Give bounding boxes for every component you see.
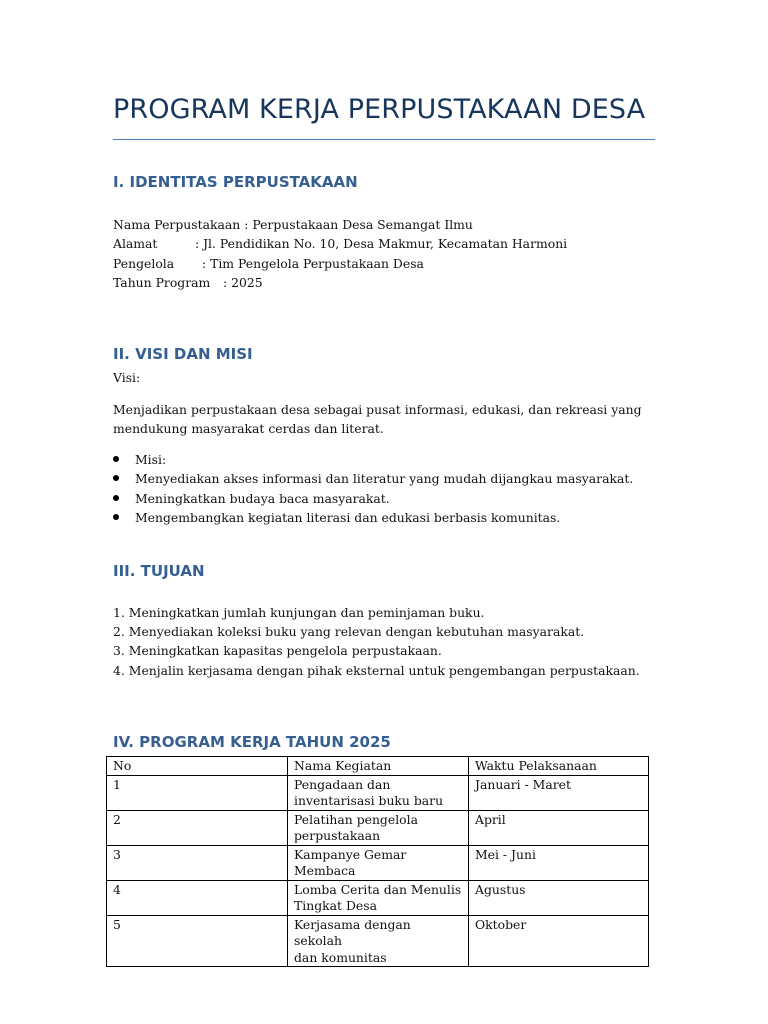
table-row (107, 845, 649, 880)
cell-activity: Pengadaan dan inventarisasi buku baru (288, 775, 469, 810)
bullet-icon (113, 456, 119, 462)
identity-label: Tahun Program (113, 275, 211, 290)
bullet-icon (113, 475, 119, 481)
identity-value: : Jl. Pendidikan No. 10, Desa Makmur, Kecamatan Harmoni (194, 236, 568, 251)
table-header-row (107, 757, 649, 776)
identity-label: Alamat (113, 236, 158, 251)
table-row (107, 880, 649, 915)
identity-label: Pengelola (113, 256, 175, 271)
table-row (107, 810, 649, 845)
table-row (107, 915, 649, 967)
goal-item: 3. Meningkatkan kapasitas pengelola perpustakaan. (113, 643, 442, 658)
identity-value: : Tim Pengelola Perpustakaan Desa (201, 256, 424, 271)
goal-item: 1. Meningkatkan jumlah kunjungan dan peminjaman buku. (113, 605, 485, 620)
cell-time: Mei - Juni (469, 845, 649, 880)
cell-no: 4 (107, 880, 288, 915)
cell-no: 5 (107, 915, 288, 967)
cell-no: 3 (107, 845, 288, 880)
program-table (106, 756, 649, 967)
list-item: Meningkatkan budaya baca masyarakat. (113, 489, 633, 508)
list-item: Menyediakan akses informasi dan literatur yang mudah dijangkau masyarakat. (113, 469, 633, 488)
cell-time: Oktober (469, 915, 649, 967)
column-header: Nama Kegiatan (288, 757, 469, 776)
table-row (107, 775, 649, 810)
goal-item: 4. Menjalin kerjasama dengan pihak eksternal untuk pengembangan perpustakaan. (113, 663, 640, 678)
visi-label: Visi: (113, 370, 141, 385)
list-item: Mengembangkan kegiatan literasi dan edukasi berbasis komunitas. (113, 508, 633, 527)
cell-no: 2 (107, 810, 288, 845)
cell-time: Januari - Maret (469, 775, 649, 810)
cell-activity: Pelatihan pengelola perpustakaan (288, 810, 469, 845)
cell-time: Agustus (469, 880, 649, 915)
cell-activity: Kampanye Gemar Membaca (288, 845, 469, 880)
visi-text-line: Menjadikan perpustakaan desa sebagai pusat informasi, edukasi, dan rekreasi yang (113, 402, 642, 417)
section-heading-program: IV. PROGRAM KERJA TAHUN 2025 (113, 733, 391, 751)
section-heading-goals: III. TUJUAN (113, 562, 205, 580)
cell-time: April (469, 810, 649, 845)
identity-value: : Perpustakaan Desa Semangat Ilmu (244, 217, 473, 232)
cell-no: 1 (107, 775, 288, 810)
identity-row (113, 215, 473, 234)
goal-item: 2. Menyediakan koleksi buku yang relevan dengan kebutuhan masyarakat. (113, 624, 585, 639)
mission-list (113, 450, 633, 527)
document-title: PROGRAM KERJA PERPUSTAKAAN DESA (113, 94, 646, 125)
identity-row (113, 234, 567, 253)
cell-activity: Lomba Cerita dan Menulis Tingkat Desa (288, 880, 469, 915)
visi-text-line: mendukung masyarakat cerdas dan literat. (113, 421, 384, 436)
section-heading-identity: I. IDENTITAS PERPUSTAKAAN (113, 173, 358, 191)
cell-activity: Kerjasama dengan sekolah dan komunitas (288, 915, 469, 967)
list-item: Misi: (113, 450, 633, 469)
column-header: No (107, 757, 288, 776)
bullet-icon (113, 514, 119, 520)
identity-label: Nama Perpustakaan (113, 217, 241, 232)
identity-value: : 2025 (222, 275, 263, 290)
title-underline (113, 139, 655, 140)
identity-row (113, 273, 263, 292)
bullet-icon (113, 495, 119, 501)
identity-row (113, 254, 424, 273)
section-heading-vision: II. VISI DAN MISI (113, 345, 253, 363)
column-header: Waktu Pelaksanaan (469, 757, 649, 776)
